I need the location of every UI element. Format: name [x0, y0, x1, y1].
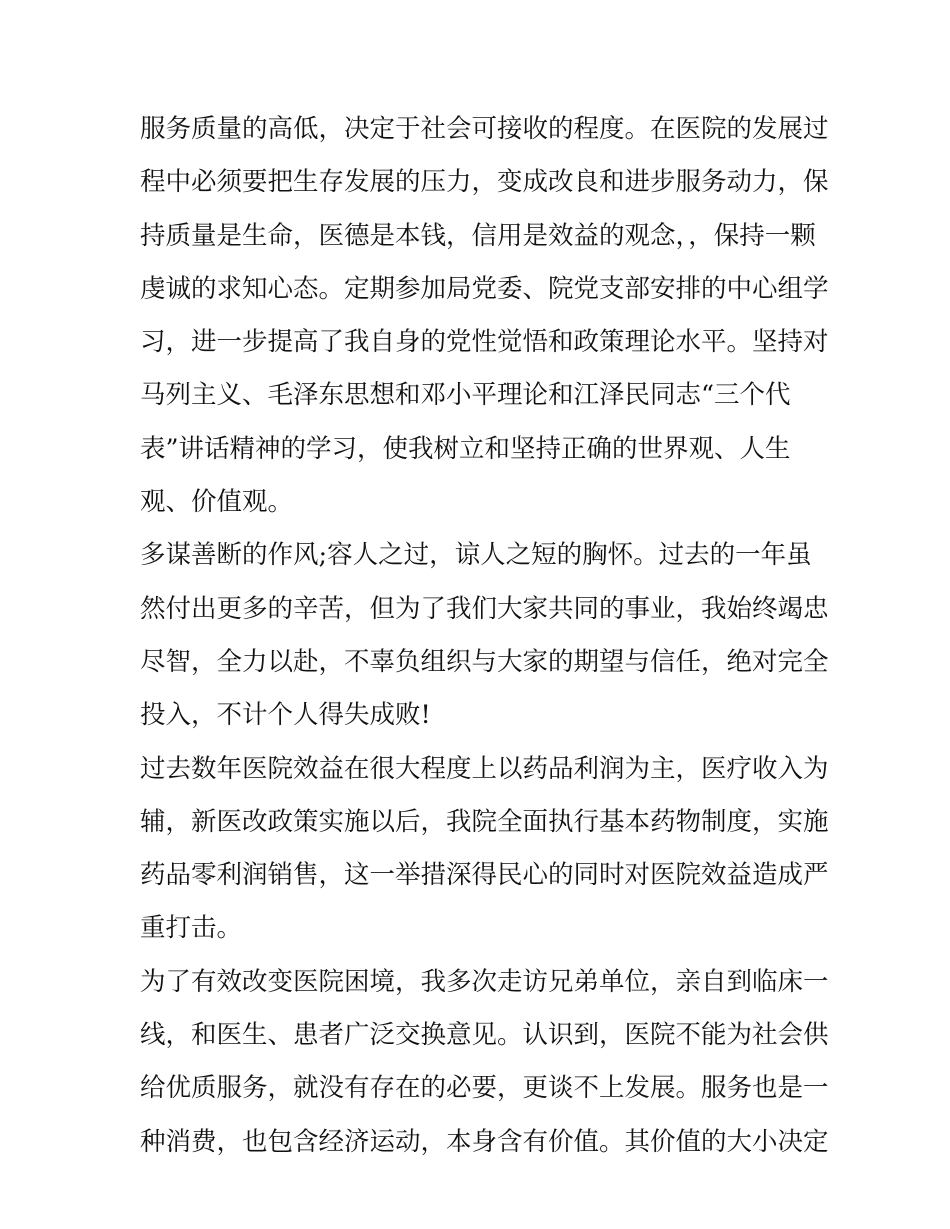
text-line: 马列主义、毛泽东思想和邓小平理论和江泽民同志“三个代 [140, 380, 791, 411]
text-line: 程中必须要把生存发展的压力，变成改良和进步服务动力，保 [140, 167, 829, 198]
text-line: 持质量是生命，医德是本钱，信用是效益的观念，，保持一颗 [140, 220, 816, 251]
text-line: 然付出更多的辛苦，但为了我们大家共同的事业，我始终竭忠 [140, 593, 829, 624]
text-line: 多谋善断的作风;容人之过，谅人之短的胸怀。过去的一年虽 [140, 540, 812, 571]
text-line: 服务质量的高低，决定于社会可接收的程度。在医院的发展过 [140, 114, 829, 144]
text-line: 投入，不计个人得失成败! [140, 700, 431, 731]
text-line: 种消费，也包含经济运动，本身含有价值。其价值的大小决定 [140, 1126, 829, 1157]
text-line: 过去数年医院效益在很大程度上以药品利润为主，医疗收入为 [140, 753, 829, 784]
text-line: 习，进一步提高了我自身的党性觉悟和政策理论水平。坚持对 [140, 327, 829, 358]
text-line: 表”讲话精神的学习，使我树立和坚持正确的世界观、人生 [140, 433, 791, 464]
text-line: 尽智，全力以赴，不辜负组织与大家的期望与信任，绝对完全 [140, 646, 829, 677]
text-line: 观、价值观。 [140, 487, 294, 518]
text-line: 线，和医生、患者广泛交换意见。认识到，医院不能为社会供 [140, 1020, 829, 1051]
text-line: 虔诚的求知心态。定期参加局党委、院党支部安排的中心组学 [140, 273, 829, 304]
text-line: 给优质服务，就没有存在的必要，更谈不上发展。服务也是一 [140, 1073, 829, 1104]
text-line: 药品零利润销售，这一举措深得民心的同时对医院效益造成严 [140, 860, 829, 891]
text-line: 重打击。 [140, 913, 243, 944]
body-text [140, 103, 830, 1169]
text-line: 辅，新医改政策实施以后，我院全面执行基本药物制度，实施 [140, 806, 829, 837]
text-line: 为了有效改变医院困境，我多次走访兄弟单位，亲自到临床一 [140, 966, 829, 997]
